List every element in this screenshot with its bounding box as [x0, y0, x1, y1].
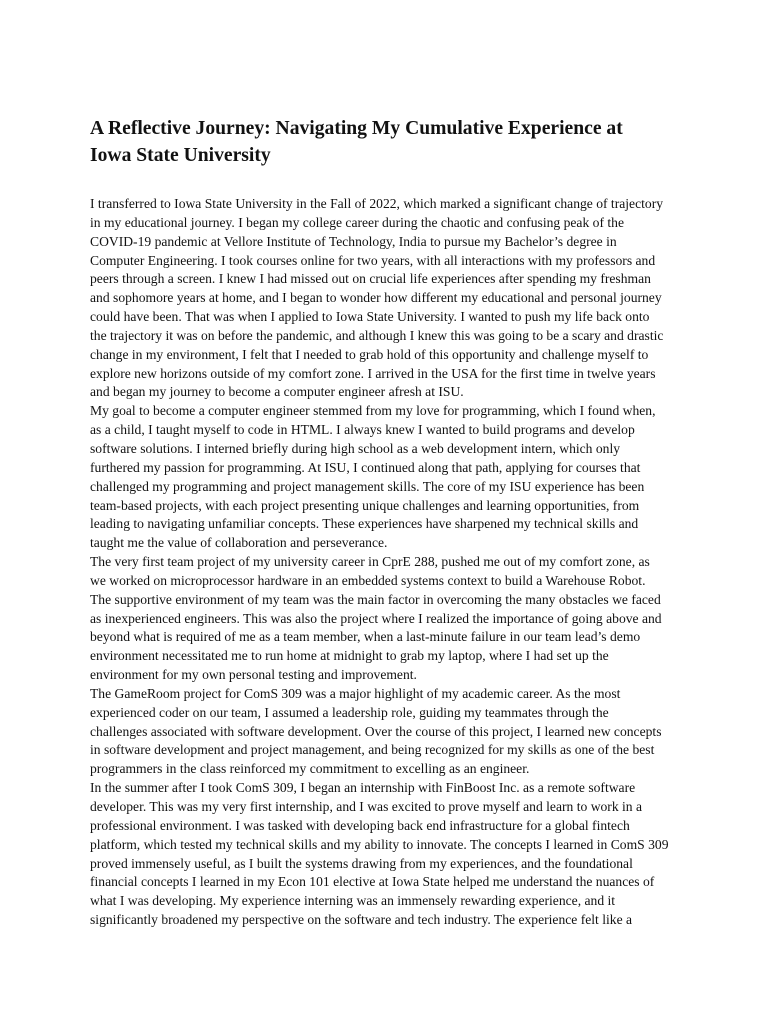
text-line: what I was developing. My experience interning was an immensely rewarding experience, and it: [90, 893, 616, 909]
title-line: A Reflective Journey: Navigating My Cumulative Experience at: [90, 118, 623, 139]
document-title: [90, 115, 690, 169]
text-line: In the summer after I took ComS 309, I began an internship with FinBoost Inc. as a remote software: [90, 780, 636, 796]
document-header: [90, 115, 690, 169]
text-line: experienced coder on our team, I assumed a leadership role, guiding my teammates through the: [90, 704, 609, 720]
text-line: proved immensely useful, as I built the systems drawing from my experiences, and the foundational: [90, 855, 633, 871]
text-line: My goal to become a computer engineer stemmed from my love for programming, which I found when,: [90, 403, 656, 419]
text-line: The supportive environment of my team was the main factor in overcoming the many obstacles we faced: [90, 591, 661, 607]
text-line: peers through a screen. I knew I had missed out on crucial life experiences after spending my freshman: [90, 271, 651, 287]
text-line: team-based projects, with each project presenting unique challenges and learning opportunities, from: [90, 497, 640, 513]
text-line: explore new horizons outside of my comfort zone. I arrived in the USA for the first time in twelve years: [90, 365, 656, 381]
text-line: in software development and project management, and being recognized for my skills as one of the best: [90, 742, 655, 758]
text-line: The very first team project of my university career in CprE 288, pushed me out of my comfort zone, as: [90, 554, 650, 570]
text-line: developer. This was my very first internship, and I was excited to prove myself and learn to work in a: [90, 799, 643, 814]
text-line: COVID-19 pandemic at Vellore Institute of Technology, India to pursue my Bachelor’s degree in: [90, 233, 617, 249]
text-line: as inexperienced engineers. This was also the project where I realized the importance of going above and: [90, 610, 662, 626]
text-line: beyond what is required of me as a team member, when a last-minute failure in our team lead’s demo: [90, 629, 641, 645]
text-line: and began my journey to become a computer engineer afresh at ISU.: [90, 384, 464, 400]
text-line: could have been. That was when I applied to Iowa State University. I wanted to push my life back onto: [90, 309, 650, 325]
text-line: financial concepts I learned in my Econ 101 elective at Iowa State helped me understand the nuances of: [90, 874, 655, 890]
text-line: The GameRoom project for ComS 309 was a major highlight of my academic career. As the most: [90, 685, 621, 701]
document-body: [90, 195, 690, 930]
text-line: I transferred to Iowa State University in the Fall of 2022, which marked a significant change of trajectory: [90, 196, 664, 211]
text-line: taught me the value of collaboration and perseverance.: [90, 535, 388, 551]
text-line: programmers in the class reinforced my commitment to excelling as an engineer.: [90, 761, 530, 777]
text-line: Computer Engineering. I took courses online for two years, with all interactions with my professors and: [90, 252, 656, 268]
text-line: furthered my passion for programming. At ISU, I continued along that path, applying for courses that: [90, 459, 641, 475]
text-line: challenges associated with software development. Over the course of this project, I learned new concepts: [90, 723, 662, 739]
title-line: Iowa State University: [90, 145, 271, 166]
text-line: platform, which tested my technical skills and my ability to innovate. The concepts I learned in ComS 309: [90, 836, 669, 852]
text-line: in my educational journey. I began my college career during the chaotic and confusing peak of the: [90, 214, 624, 230]
text-line: we worked on microprocessor hardware in an embedded systems context to build a Warehouse Robot.: [90, 572, 646, 588]
text-line: significantly broadened my perspective on the software and tech industry. The experience felt like a: [90, 912, 633, 928]
text-line: environment for my own personal testing and improvement.: [90, 667, 417, 683]
text-line: the trajectory it was on before the pandemic, and although I knew this was going to be a scary and drastic: [90, 327, 664, 343]
text-line: software solutions. I interned briefly during high school as a web development intern, which only: [90, 440, 621, 456]
text-line: challenged my programming and project management skills. The core of my ISU experience has been: [90, 478, 645, 494]
text-line: leading to navigating unfamiliar concepts. These experiences have sharpened my technical skills and: [90, 516, 639, 532]
text-line: environment necessitated me to run home at midnight to grab my laptop, where I had set up the: [90, 648, 609, 664]
text-line: change in my environment, I felt that I needed to grab hold of this opportunity and challenge myself to: [90, 346, 649, 362]
text-line: as a child, I taught myself to code in HTML. I always knew I wanted to build programs and develop: [90, 422, 635, 438]
text-line: and sophomore years at home, and I began to wonder how different my educational and personal journey: [90, 290, 662, 306]
text-line: professional environment. I was tasked with developing back end infrastructure for a global fintech: [90, 817, 630, 833]
